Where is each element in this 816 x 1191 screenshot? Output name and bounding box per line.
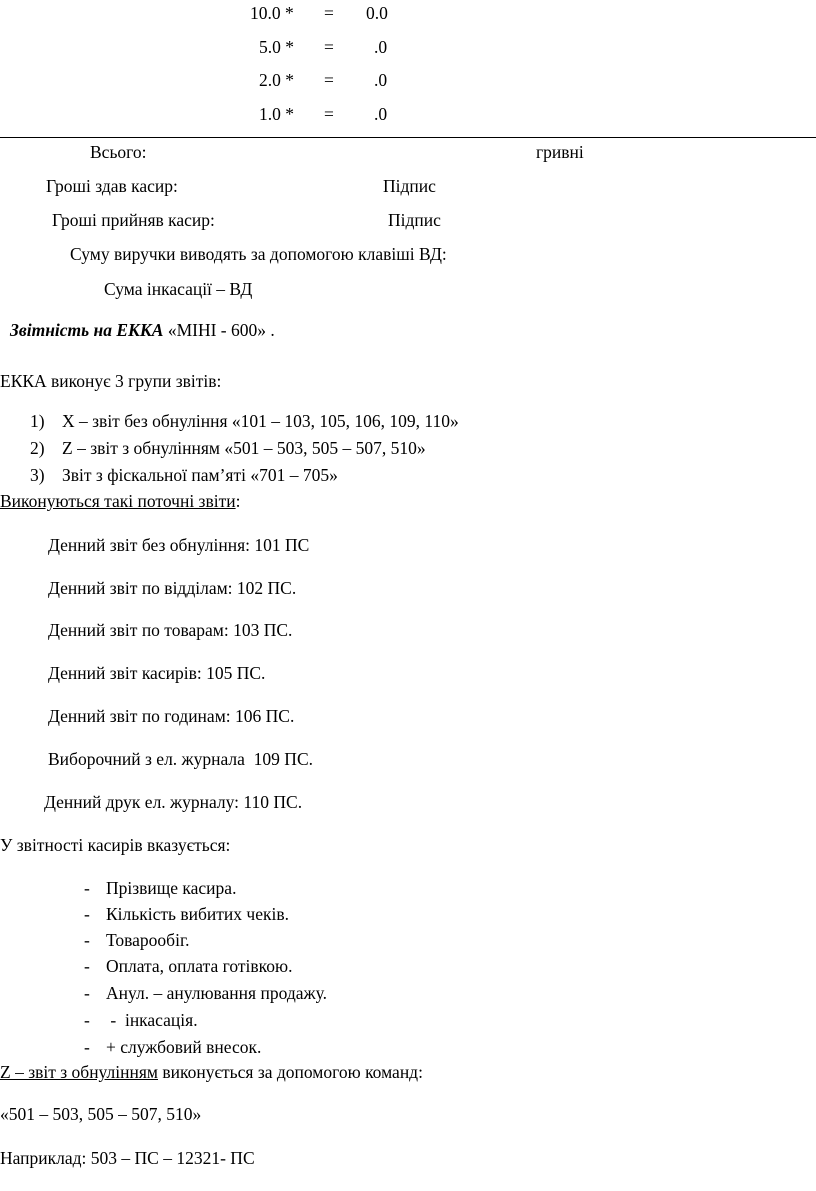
z-commands: «501 – 503, 505 – 507, 510» xyxy=(0,1104,202,1124)
denomination-equals: = xyxy=(324,3,334,23)
revenue-note: Суму виручки виводять за допомогою клавіші ВД: xyxy=(70,244,447,264)
list-item: Оплата, оплата готівкою. xyxy=(106,956,293,976)
list-item: Прізвище касира. xyxy=(106,878,237,898)
reports-intro: ЕККА виконує 3 групи звітів: xyxy=(0,371,222,391)
z-report-line xyxy=(0,1064,423,1082)
denomination-equals: = xyxy=(324,37,334,57)
total-label: Всього: xyxy=(90,142,147,162)
denomination-equals: = xyxy=(324,70,334,90)
list-item-number: 3) xyxy=(30,465,45,485)
denomination-right: .0 xyxy=(374,70,388,90)
section-heading-rest: «МІНІ - 600» . xyxy=(163,320,275,340)
denomination-left: 10.0 * xyxy=(250,3,294,23)
collection-line: Сума інкасації – ВД xyxy=(104,279,253,299)
list-item-text: Звіт з фіскальної пам’яті «701 – 705» xyxy=(62,465,338,485)
denomination-left: 1.0 * xyxy=(259,104,294,124)
example-line: Наприклад: 503 – ПС – 12321- ПС xyxy=(0,1148,255,1168)
current-reports-heading-suffix: : xyxy=(235,491,241,511)
list-item: Денний звіт без обнуління: 101 ПС xyxy=(48,535,310,555)
bullet-dash: - xyxy=(84,1010,90,1030)
total-unit: гривні xyxy=(536,142,584,162)
list-item: Анул. – анулювання продажу. xyxy=(106,983,327,1003)
horizontal-divider xyxy=(0,137,816,138)
denomination-equals: = xyxy=(324,104,334,124)
section-heading-bold: Звітність на ЕККА xyxy=(10,320,164,340)
list-item: Денний звіт по годинам: 106 ПС. xyxy=(48,706,295,726)
denomination-right: .0 xyxy=(374,104,388,124)
current-reports-heading xyxy=(0,493,240,511)
list-item: Денний звіт по відділам: 102 ПС. xyxy=(48,578,297,598)
cashier-handed-label: Гроші здав касир: xyxy=(46,176,178,196)
bullet-dash: - xyxy=(84,956,90,976)
list-item: Товарообіг. xyxy=(106,930,190,950)
list-item: - інкасація. xyxy=(106,1010,198,1030)
denomination-right: 0.0 xyxy=(366,3,388,23)
bullet-dash: - xyxy=(84,1037,90,1057)
z-report-rest: виконується за допомогою команд: xyxy=(158,1062,423,1082)
z-report-title: Z – звіт з обнулінням xyxy=(0,1062,158,1082)
list-item-text: X – звіт без обнуління «101 – 103, 105, 106, 109, 110» xyxy=(62,411,459,431)
denomination-left: 5.0 * xyxy=(259,37,294,57)
bullet-dash: - xyxy=(84,904,90,924)
cashier-received-label: Гроші прийняв касир: xyxy=(52,210,215,230)
list-item-number: 2) xyxy=(30,438,45,458)
cashier-report-intro: У звітності касирів вказується: xyxy=(0,835,231,855)
bullet-dash: - xyxy=(84,878,90,898)
list-item: Денний друк ел. журналу: 110 ПС. xyxy=(44,792,303,812)
list-item: Денний звіт по товарам: 103 ПС. xyxy=(48,620,293,640)
signature-label: Підпис xyxy=(383,176,436,196)
bullet-dash: - xyxy=(84,983,90,1003)
list-item: Денний звіт касирів: 105 ПС. xyxy=(48,663,266,683)
signature-label: Підпис xyxy=(388,210,441,230)
section-heading xyxy=(10,322,275,340)
list-item-text: Z – звіт з обнулінням «501 – 503, 505 – 507, 510» xyxy=(62,438,426,458)
denomination-right: .0 xyxy=(374,37,388,57)
list-item: + службовий внесок. xyxy=(106,1037,262,1057)
list-item: Кількість вибитих чеків. xyxy=(106,904,289,924)
bullet-dash: - xyxy=(84,930,90,950)
denomination-left: 2.0 * xyxy=(259,70,294,90)
current-reports-heading-text: Виконуються такі поточні звіти xyxy=(0,491,236,511)
list-item: Виборочний з ел. журнала 109 ПС. xyxy=(48,749,313,769)
list-item-number: 1) xyxy=(30,411,45,431)
